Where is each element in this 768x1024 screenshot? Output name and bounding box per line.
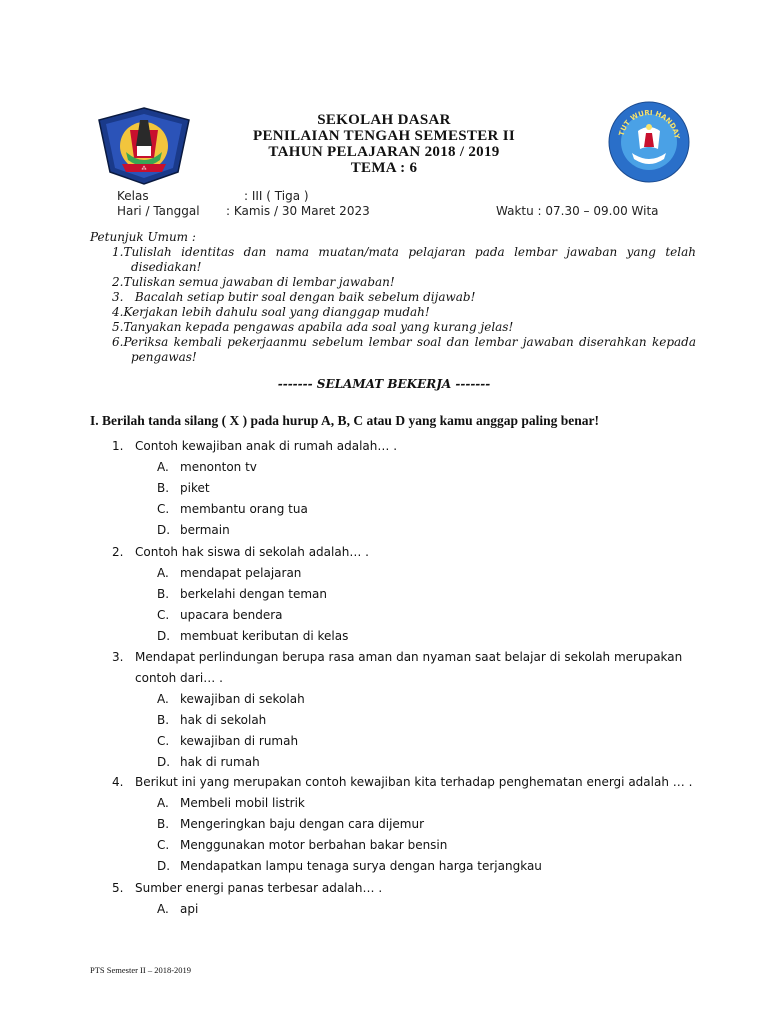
option-letter[interactable]: A.	[157, 566, 169, 580]
svg-text:⁂: ⁂	[141, 166, 147, 172]
question-text: Mendapat perlindungan berupa rasa aman dan nyaman saat belajar di sekolah merupakan	[135, 650, 683, 664]
logo-arc-text: TUT WURI HANDAY	[617, 108, 681, 139]
question-text-continued: contoh dari… .	[135, 671, 223, 685]
option-letter[interactable]: A.	[157, 692, 169, 706]
option-letter[interactable]: A.	[157, 460, 169, 474]
instruction-item: 1.Tulislah identitas dan nama muatan/mata pelajaran pada lembar jawaban yang telah	[112, 245, 696, 259]
option-letter[interactable]: D.	[157, 859, 171, 873]
option-text[interactable]: hak di rumah	[180, 755, 260, 769]
option-text[interactable]: Menggunakan motor berbahan bakar bensin	[180, 838, 448, 852]
option-text[interactable]: membantu orang tua	[180, 502, 308, 516]
option-text[interactable]: kewajiban di sekolah	[180, 692, 305, 706]
option-letter[interactable]: B.	[157, 481, 170, 495]
class-label: Kelas	[117, 189, 149, 203]
option-text[interactable]: Mendapatkan lampu tenaga surya dengan harga terjangkau	[180, 859, 542, 873]
academic-year: TAHUN PELAJARAN 2018 / 2019	[268, 144, 500, 160]
greeting: ------- SELAMAT BEKERJA -------	[277, 377, 491, 391]
option-letter[interactable]: C.	[157, 838, 170, 852]
option-text[interactable]: Membeli mobil listrik	[180, 796, 305, 810]
footer-text: PTS Semester II – 2018-2019	[90, 965, 192, 975]
option-letter[interactable]: C.	[157, 502, 170, 516]
option-letter[interactable]: C.	[157, 734, 170, 748]
option-letter[interactable]: C.	[157, 608, 170, 622]
date-value: : Kamis / 30 Maret 2023	[226, 204, 370, 218]
instruction-item: 4.Kerjakan lebih dahulu soal yang dianggap mudah!	[112, 305, 430, 319]
question-text: Sumber energi panas terbesar adalah… .	[135, 881, 383, 895]
option-letter[interactable]: B.	[157, 817, 170, 831]
instruction-item: pengawas!	[131, 350, 197, 364]
instruction-item: 3. Bacalah setiap butir soal dengan baik sebelum dijawab!	[112, 290, 476, 304]
option-text[interactable]: mendapat pelajaran	[180, 566, 302, 580]
school-title: SEKOLAH DASAR	[317, 112, 451, 128]
question-number: 5.	[112, 881, 124, 895]
option-letter[interactable]: D.	[157, 629, 171, 643]
question-number: 3.	[112, 650, 124, 664]
option-letter[interactable]: B.	[157, 587, 170, 601]
question-text: Contoh kewajiban anak di rumah adalah… .	[135, 439, 398, 453]
option-text[interactable]: piket	[180, 481, 210, 495]
option-letter[interactable]: A.	[157, 796, 169, 810]
class-value: : III ( Tiga )	[244, 189, 309, 203]
option-text[interactable]: kewajiban di rumah	[180, 734, 299, 748]
option-text[interactable]: menonton tv	[180, 460, 257, 474]
instructions-title: Petunjuk Umum :	[90, 230, 196, 244]
option-letter[interactable]: A.	[157, 902, 169, 916]
instruction-item: disediakan!	[131, 260, 202, 274]
question-text: Contoh hak siswa di sekolah adalah… .	[135, 545, 369, 559]
option-letter[interactable]: D.	[157, 755, 171, 769]
option-text[interactable]: Mengeringkan baju dengan cara dijemur	[180, 817, 425, 831]
option-text[interactable]: upacara bendera	[180, 608, 283, 622]
question-number: 1.	[112, 439, 124, 453]
instruction-item: 6.Periksa kembali pekerjaanmu sebelum lembar soal dan lembar jawaban diserahkan kepada	[112, 335, 696, 349]
time-value: Waktu : 07.30 – 09.00 Wita	[496, 204, 659, 218]
instruction-item: 2.Tuliskan semua jawaban di lembar jawaban!	[112, 275, 395, 289]
option-text[interactable]: berkelahi dengan teman	[180, 587, 328, 601]
question-text: Berikut ini yang merupakan contoh kewajiban kita terhadap penghematan energi adalah … .	[135, 775, 693, 789]
option-text[interactable]: hak di sekolah	[180, 713, 267, 727]
section-title: I. Berilah tanda silang ( X ) pada hurup A, B, C atau D yang kamu anggap paling benar!	[90, 413, 599, 428]
exam-title: PENILAIAN TENGAH SEMESTER II	[253, 128, 515, 144]
option-text[interactable]: bermain	[180, 523, 230, 537]
instruction-item: 5.Tanyakan kepada pengawas apabila ada soal yang kurang jelas!	[112, 320, 514, 334]
option-text[interactable]: api	[180, 902, 199, 916]
option-letter[interactable]: D.	[157, 523, 171, 537]
question-number: 4.	[112, 775, 124, 789]
theme-title: TEMA : 6	[350, 160, 418, 176]
option-text[interactable]: membuat keributan di kelas	[180, 629, 349, 643]
date-label: Hari / Tanggal	[117, 204, 200, 218]
option-letter[interactable]: B.	[157, 713, 170, 727]
question-number: 2.	[112, 545, 124, 559]
